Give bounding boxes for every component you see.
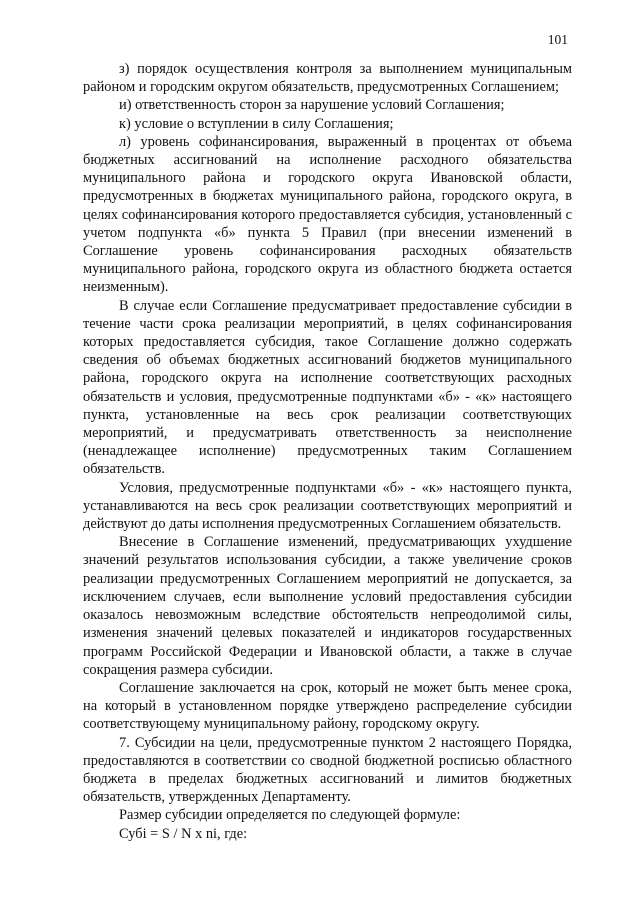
paragraph-item-i: и) ответственность сторон за нарушение условий Соглашения; xyxy=(119,97,505,114)
document-body xyxy=(83,60,572,843)
paragraph-partial-term: В случае если Соглашение предусматривает предоставление субсидии в течение части срока реализации мероприятий, в целях софинансирования которых предоставляется субсидия, такое Соглашение должно содержать сведения об объемах бюджетных ассигнований бюджетов муниципального района, городского округа на исполнение соответствующих расходных обязательств и условия, предусмотренные подпунктами «б» - «к» настоящего пункта, установленные на весь срок реализации соответствующих мероприятий, и предусматривать ответственность за неисполнение (ненадлежащее исполнение) предусмотренных таким Соглашением обязательств. xyxy=(83,297,572,478)
paragraph-item-z: з) порядок осуществления контроля за выполнением муниципальным районом и городским округом обязательств, предусмотренных Соглашением; xyxy=(83,61,572,96)
page-number: 101 xyxy=(547,32,568,47)
paragraph-agreement-term: Соглашение заключается на срок, который не может быть менее срока, на который в установленном порядке утверждено распределение субсидии соответствующему муниципальному району, городскому округу. xyxy=(83,679,572,733)
subsidy-formula: Субi = S / N x ni, где: xyxy=(119,825,248,842)
paragraph-item-l: л) уровень софинансирования, выраженный в процентах от объема бюджетных ассигнований на исполнение расходного обязательства муниципального района и городского округа Ивановской области, предусмотренных в бюджетах муниципального района, городского округа, в целях софинансирования которого предоставляется субсидия, установленный с учетом подпункта «б» пункта 5 Правил (при внесении изменений в Соглашение уровень софинансирования расходных обязательств муниципального района, городского округа из областного бюджета остается неизменным). xyxy=(83,133,572,296)
paragraph-amendments: Внесение в Соглашение изменений, предусматривающих ухудшение значений результатов использования субсидии, а также увеличение сроков реализации предусмотренных Соглашением мероприятий не допускается, за исключением случаев, если выполнение условий предоставления субсидии оказалось невозможным вследствие обстоятельств непреодолимой силы, изменения значений целевых показателей и индикаторов государственных программ Российской Федерации и Ивановской области, а также в случае сокращения размера субсидии. xyxy=(83,534,572,678)
paragraph-section-7: 7. Субсидии на цели, предусмотренные пунктом 2 настоящего Порядка, предоставляются в соответствии со сводной бюджетной росписью областного бюджета в пределах бюджетных ассигнований и лимитов бюджетных обязательств, утвержденных Департаменту. xyxy=(83,734,572,806)
paragraph-formula-intro: Размер субсидии определяется по следующей формуле: xyxy=(119,807,461,824)
paragraph-item-k: к) условие о вступлении в силу Соглашения; xyxy=(119,115,394,132)
paragraph-conditions-term: Условия, предусмотренные подпунктами «б» - «к» настоящего пункта, устанавливаются на весь срок реализации соответствующих мероприятий и действуют до даты исполнения предусмотренных Соглашением обязательств. xyxy=(83,479,572,533)
